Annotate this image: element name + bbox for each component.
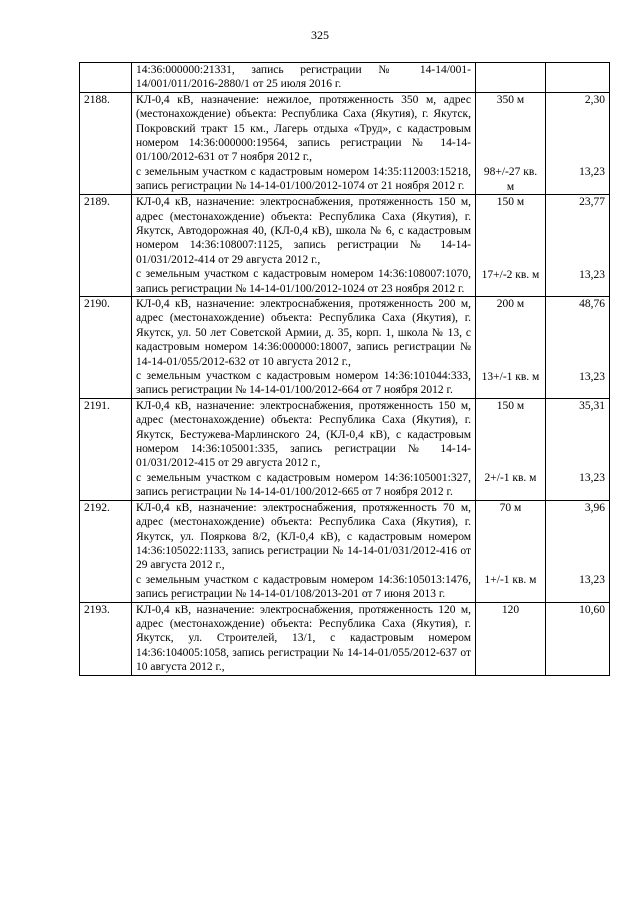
table-row xyxy=(80,500,610,602)
record-size xyxy=(476,500,546,602)
land-plot-description: с земельным участком с кадастровым номером 14:36:101044:333, запись регистрации № 14-14-01/100/2012-664 от 7 ноября 2012 г. xyxy=(136,370,471,397)
land-plot-description: с земельным участком с кадастровым номером 14:35:112003:15218, запись регистрации № 14-14-01/100/2012-1074 от 21 ноября 2012 г. xyxy=(136,165,471,193)
value-object: 35,31 xyxy=(579,399,605,412)
record-description xyxy=(132,195,476,297)
record-size xyxy=(476,63,546,93)
page-number: 325 xyxy=(311,28,329,42)
record-value xyxy=(546,63,610,93)
record-number: 2189. xyxy=(80,195,132,297)
record-value xyxy=(546,500,610,602)
records-body xyxy=(80,63,610,676)
object-description: КЛ-0,4 кВ, назначение: нежилое, протяженность 350 м, адрес (местонахождение) объекта: Республика Саха (Якутия), г. Якутск, Покровский тракт 15 км., Лагерь отдыха «Труд», с кадастровым номером 14:36:000000:19564, запись регистрации № 14-14-01/100/2012-631 от 7 ноября 2012 г., xyxy=(136,93,471,164)
record-description xyxy=(132,398,476,500)
record-number: 2192. xyxy=(80,500,132,602)
record-value xyxy=(546,195,610,297)
record-value xyxy=(546,398,610,500)
record-size xyxy=(476,195,546,297)
land-plot-description: с земельным участком с кадастровым номером 14:36:108007:1070, запись регистрации № 14-14-01/100/2012-1024 от 23 ноября 2012 г. xyxy=(136,268,471,295)
table-row xyxy=(80,63,610,93)
records-table xyxy=(79,62,610,676)
table-row xyxy=(80,195,610,297)
record-description xyxy=(132,500,476,602)
object-description: КЛ-0,4 кВ, назначение: электроснабжения, протяженность 70 м, адрес (местонахождение) объекта: Республика Саха (Якутия), г. Якутск, ул. Пояркова 8/2, (КЛ-0,4 кВ), с кадастровым номером 14:36:105022:1133, запись регистрации № 14-14-01/031/2012-416 от 29 августа 2012 г., xyxy=(136,501,471,572)
object-description: КЛ-0,4 кВ, назначение: электроснабжения, протяженность 200 м, адрес (местонахождение) объекта: Республика Саха (Якутия), г. Якутск, ул. 50 лет Советской Армии, д. 35, корп. 1, школа № 13, с кадастровым номером 14:36:000000:18007, запись регистрации № 14-14-01/055/2012-632 от 10 августа 2012 г., xyxy=(136,298,471,368)
value-land-plot: 13,23 xyxy=(579,472,605,485)
table-row xyxy=(80,398,610,500)
value-land-plot: 13,23 xyxy=(579,166,605,179)
record-value xyxy=(546,297,610,399)
value-land-plot: 13,23 xyxy=(579,370,605,383)
value-land-plot: 13,23 xyxy=(579,268,605,281)
size-land-plot: 2+/-1 кв. м xyxy=(484,472,537,485)
record-value xyxy=(546,92,610,194)
size-land-plot: 17+/-2 кв. м xyxy=(481,268,540,281)
object-description: 14:36:000000:21331, запись регистрации № 14-14/001-14/001/011/2016-2880/1 от 25 июля 2016 г. xyxy=(136,64,471,91)
size-object: 150 м xyxy=(496,196,525,209)
value-object: 3,96 xyxy=(584,501,605,514)
size-land-plot: 1+/-1 кв. м xyxy=(484,574,537,587)
table-row xyxy=(80,297,610,399)
record-number: 2193. xyxy=(80,602,132,675)
size-land-plot: 98+/-27 кв. м xyxy=(483,166,538,193)
record-description xyxy=(132,92,476,194)
size-object: 150 м xyxy=(496,399,525,412)
value-object: 48,76 xyxy=(579,298,605,310)
record-description xyxy=(132,63,476,93)
table-row xyxy=(80,92,610,194)
record-size xyxy=(476,398,546,500)
value-object: 10,60 xyxy=(579,603,605,616)
value-object: 23,77 xyxy=(579,196,605,209)
record-description xyxy=(132,602,476,675)
record-value xyxy=(546,602,610,675)
record-size xyxy=(476,297,546,399)
record-size xyxy=(476,602,546,675)
record-number xyxy=(80,63,132,93)
record-size xyxy=(476,92,546,194)
value-object: 2,30 xyxy=(584,93,605,106)
size-object: 350 м xyxy=(496,93,525,106)
land-plot-description: с земельным участком с кадастровым номером 14:36:105013:1476, запись регистрации № 14-14-01/108/2013-201 от 7 июня 2013 г. xyxy=(136,573,471,601)
table-row xyxy=(80,602,610,675)
object-description: КЛ-0,4 кВ, назначение: электроснабжения, протяженность 120 м, адрес (местонахождение) объекта: Республика Саха (Якутия), г. Якутск, ул. Строителей, 13/1, с кадастровым номером 14:36:104005:1058, запись регистрации № 14-14-01/055/2012-637 от 10 августа 2012 г., xyxy=(136,603,471,674)
land-plot-description: с земельным участком с кадастровым номером 14:36:105001:327, запись регистрации № 14-14-01/100/2012-665 от 7 ноября 2012 г. xyxy=(136,471,471,499)
value-land-plot: 13,23 xyxy=(579,574,605,587)
object-description: КЛ-0,4 кВ, назначение: электроснабжения, протяженность 150 м, адрес (местонахождение) объекта: Республика Саха (Якутия), г. Якутск, Автодорожная 40, (КЛ-0,4 кВ), школа № 6, с кадастровым номером 14:36:108007:1125, запись регистрации № 14-14-01/031/2012-414 от 29 августа 2012 г., xyxy=(136,196,471,266)
record-number: 2190. xyxy=(80,297,132,399)
size-object: 70 м xyxy=(499,501,522,514)
size-land-plot: 13+/-1 кв. м xyxy=(481,370,540,383)
size-object: 120 xyxy=(501,603,520,616)
size-object: 200 м xyxy=(496,298,525,310)
object-description: КЛ-0,4 кВ, назначение: электроснабжения, протяженность 150 м, адрес (местонахождение) объекта: Республика Саха (Якутия), г. Якутск, Бестужева-Марлинского 24, (КЛ-0,4 кВ), с кадастровым номером 14:36:105001:335, запись регистрации № 14-14-01/031/2012-415 от 29 августа 2012 г., xyxy=(136,399,471,470)
record-description xyxy=(132,297,476,399)
record-number: 2191. xyxy=(80,398,132,500)
record-number: 2188. xyxy=(80,92,132,194)
